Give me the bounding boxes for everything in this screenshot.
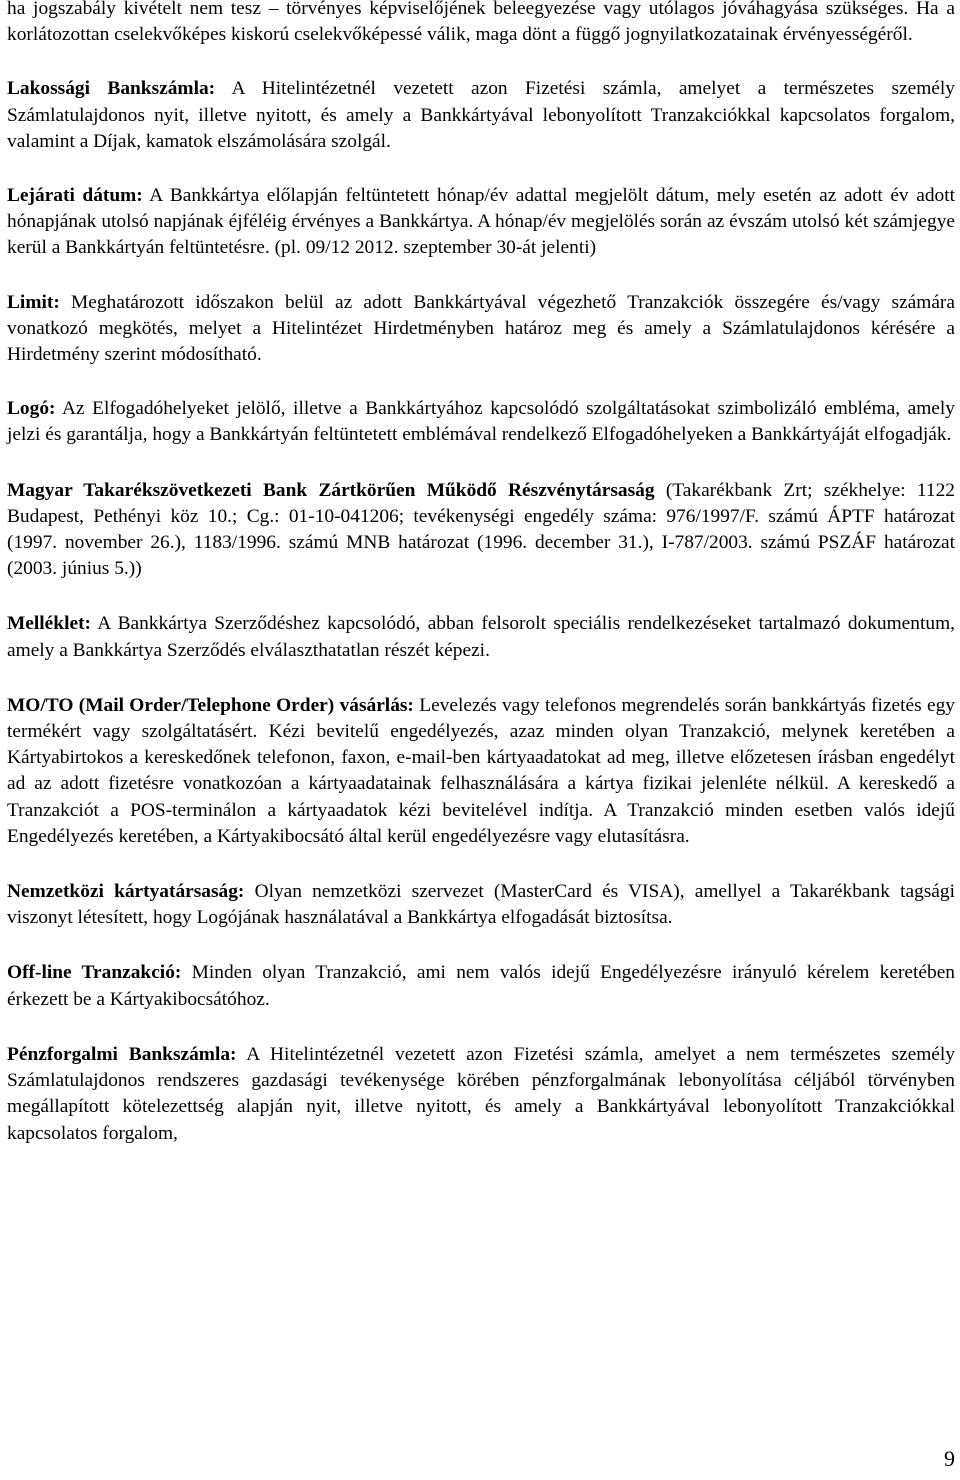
- document-page: [7, 0, 955, 1147]
- definition-text: Meghatározott időszakon belül az adott Bankkártyával végezhető Tranzakciók összegére és/vagy számára vonatkozó megkötés, melyet a Hitelintézet Hirdetményben határoz meg és amely a Számlatulajdonos kérésére a Hirdetmény szerint módosítható.: [7, 291, 955, 366]
- definition-text: Minden olyan Tranzakció, ami nem valós idejű Engedélyezésre irányuló kérelem keretében érkezett be a Kártyakibocsátóhoz.: [7, 962, 955, 1010]
- definition-offline-tranzakcio: [7, 960, 955, 1012]
- definition-term: Logó:: [7, 398, 56, 420]
- definition-text: A Hitelintézetnél vezetett azon Fizetési számla, amelyet a nem természetes személy Számlatulajdonos rendszeres gazdasági tevékenysége körében pénzforgalmának lebonyolítása céljából törvényben megállapított kötelezettség alapján nyit, illetve nyitott, és amely a Bankkártyával lebonyolított Tranzakciókkal kapcsolatos forgalom,: [7, 1043, 955, 1144]
- definition-term: Magyar Takarékszövetkezeti Bank Zártkörűen Működő Részvénytársaság: [7, 479, 655, 501]
- page-number: 9: [944, 1446, 955, 1471]
- definition-takarekbank: [7, 478, 955, 583]
- definition-text: Olyan nemzetközi szervezet (MasterCard és VISA), amellyel a Takarékbank tagsági viszonyt létesített, hogy Logójának használatával a Bankkártya elfogadását biztosítsa.: [7, 881, 955, 929]
- definition-nemzetkozi-kartyatarsasag: [7, 879, 955, 931]
- definition-term: Off-line Tranzakció:: [7, 962, 182, 984]
- intro-text: ha jogszabály kivételt nem tesz – törvényes képviselőjének beleegyezése vagy utólagos jóváhagyása szükséges. Ha a korlátozottan cselekvőképes kiskorú cselekvőképessé válik, maga dönt a függő jognyilatkozatainak érvényességéről.: [7, 0, 955, 46]
- definition-text: Levelezés vagy telefonos megrendelés során bankkártyás fizetés egy termékért vagy szolgáltatásért. Kézi bevitelű engedélyezés, azaz minden olyan Tranzakció, melynek keretében a Kártyabirtokos a kereskedőnek telefonon, faxon, e-mail-ben kártyaadatokat ad meg, illetve előzetesen írásban engedélyt ad az adott fizetésre vonatkozóan a kártyaadatainak felhasználására a kártya fizikai jelenléte nélkül. A kereskedő a Tranzakciót a POS-terminálon a kártyaadatok kézi bevitelével indítja. A Tranzakció minden esetben valós idejű Engedélyezés keretében, a Kártyakibocsátó által kerül engedélyezésre vagy elutasításra.: [7, 694, 956, 847]
- definition-term: Nemzetközi kártyatársaság:: [7, 881, 245, 903]
- definition-moto-vasarlas: [7, 693, 955, 850]
- definition-text: A Bankkártya előlapján feltüntetett hónap/év adattal megjelölt dátum, mely esetén az adott év adott hónapjának utolsó napjának éjféléig érvényes a Bankkártya. A hónap/év megjelölés során az évszám utolsó két számjegye kerül a Bankkártyán feltüntetésre. (pl. 09/12 2012. szeptember 30-át jelenti): [7, 185, 955, 259]
- definition-text: A Hitelintézetnél vezetett azon Fizetési számla, amelyet a természetes személy Számlatulajdonos nyit, illetve nyitott, és amely a Bankkártyával lebonyolított Tranzakciókkal kapcsolatos forgalom, valamint a Díjak, kamatok elszámolására szolgál.: [7, 78, 955, 152]
- definition-term: Lakossági Bankszámla:: [7, 78, 216, 100]
- definition-penzforgalmi-bankszamla: [7, 1042, 955, 1147]
- definition-term: Lejárati dátum:: [7, 185, 143, 207]
- definition-term: Limit:: [7, 291, 60, 313]
- definition-text: Az Elfogadóhelyeket jelölő, illetve a Bankkártyához kapcsolódó szolgáltatásokat szimbolizáló embléma, amely jelzi és garantálja, hogy a Bankkártyán feltüntetett emblémával rendelkező Elfogadóhelyeken a Bankkártyáját elfogadják.: [7, 398, 955, 446]
- definition-limit: [7, 290, 955, 369]
- intro-paragraph: [7, 0, 955, 48]
- definition-term: MO/TO (Mail Order/Telephone Order) vásárlás:: [7, 694, 414, 716]
- definition-term: Pénzforgalmi Bankszámla:: [7, 1043, 237, 1065]
- definition-text: A Bankkártya Szerződéshez kapcsolódó, abban felsorolt speciális rendelkezéseket tartalmazó dokumentum, amely a Bankkártya Szerződés elválaszthatatlan részét képezi.: [7, 613, 955, 661]
- definition-logo: [7, 396, 955, 448]
- definition-melleklet: [7, 611, 955, 663]
- definition-lakossagi-bankszamla: [7, 76, 955, 155]
- definition-lejarati-datum: [7, 183, 955, 262]
- definition-text: (Takarékbank Zrt; székhelye: 1122 Budapest, Pethényi köz 10.; Cg.: 01-10-041206; tevékenységi engedély száma: 976/1997/F. számú ÁPTF határozat (1997. november 26.), 1183/1996. számú MNB határozat (1996. december 31.), I-787/2003. számú PSZÁF határozat (2003. június 5.)): [7, 479, 955, 580]
- definition-term: Melléklet:: [7, 613, 91, 635]
